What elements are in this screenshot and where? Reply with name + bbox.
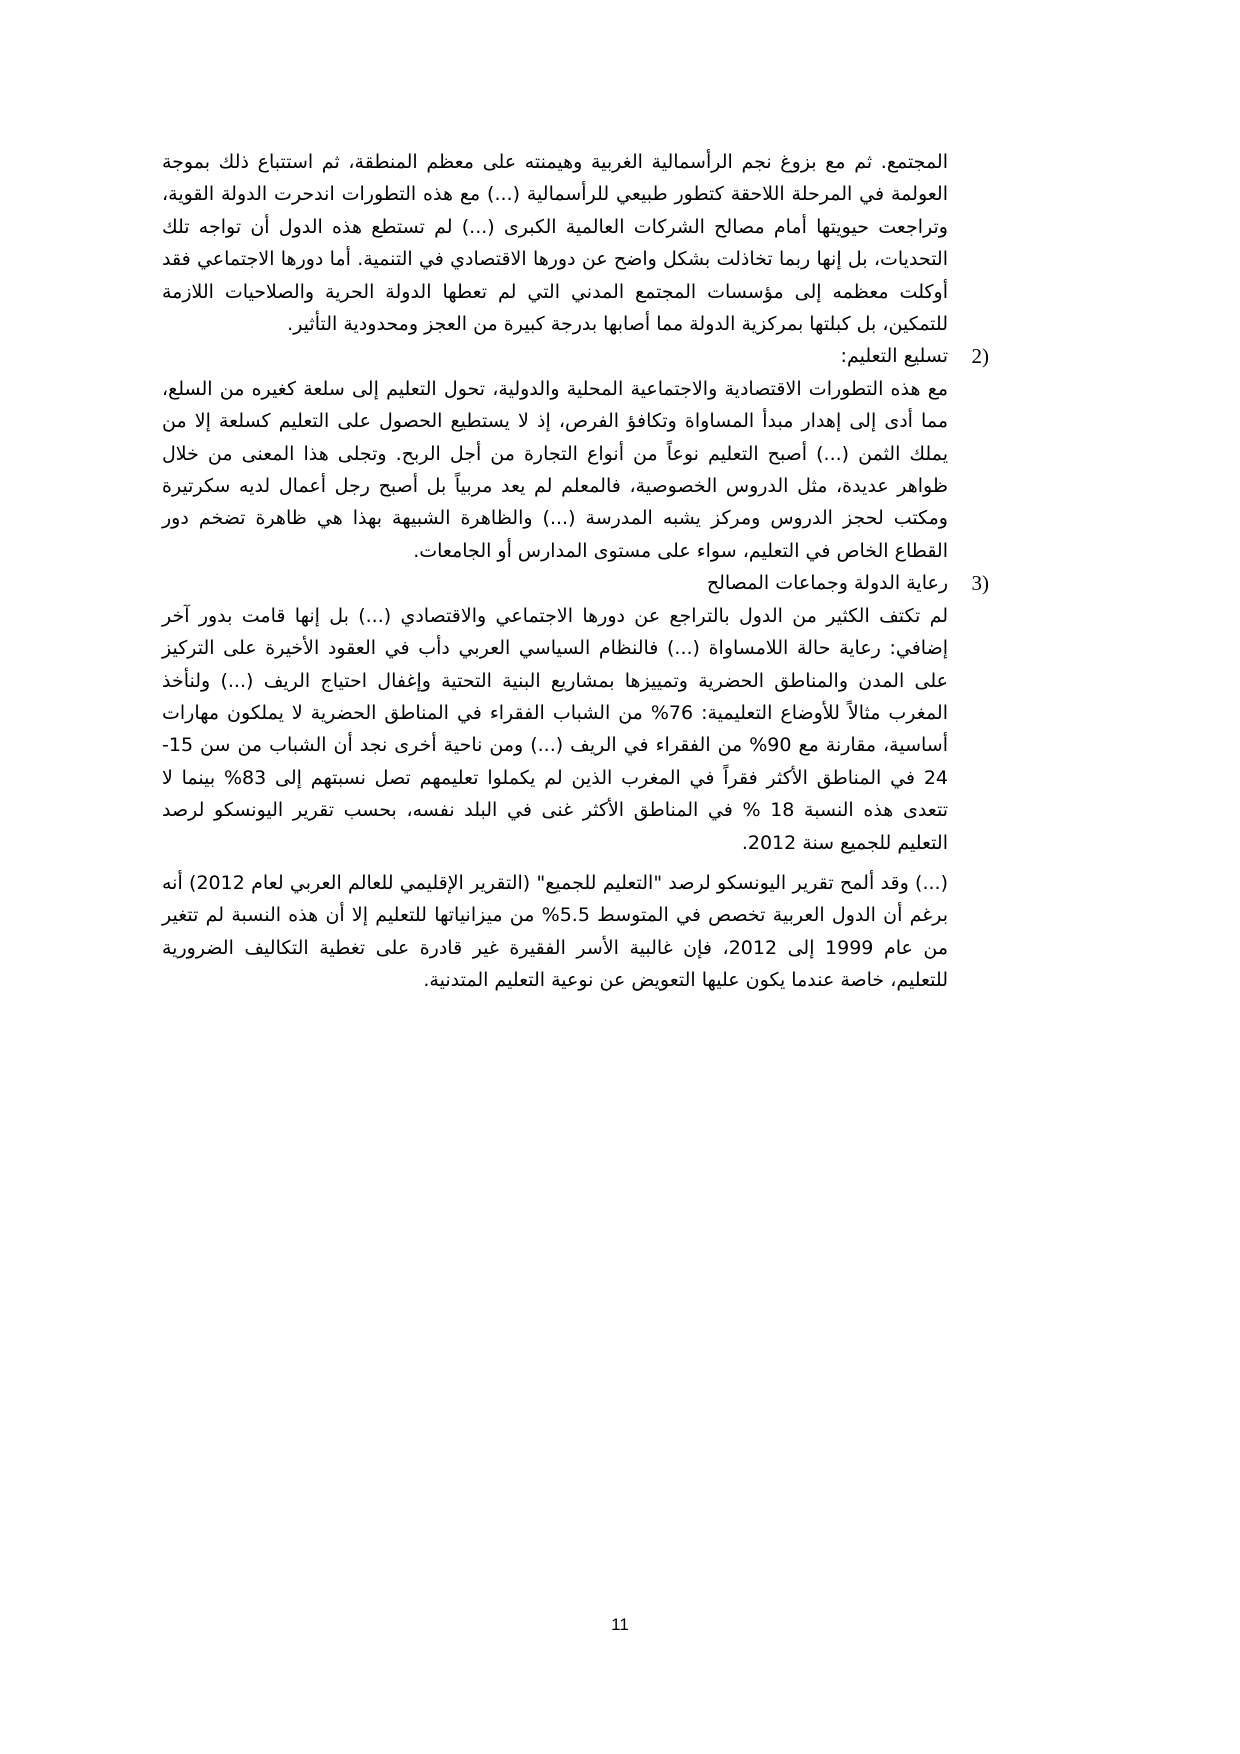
intro-paragraph: المجتمع. ثم مع بزوغ نجم الرأسمالية الغربية وهيمنته على معظم المنطقة، ثم استتباع ذلك بموجة العولمة في المرحلة اللاحقة كتطور طبيعي للرأسمالية (...) مع هذه التطورات اندحرت الدولة القوية، وتراجعت حيويتها أمام مصالح الشركات العالمية الكبرى (...) لم تستطع هذه الدول أن تواجه تلك التحديات، بل إنها ربما تخاذلت بشكل واضح عن دورها الاقتصادي في التنمية. أما دورها الاجتماعي فقد أوكلت معظمه إلى مؤسسات المجتمع المدني التي لم تعطها الدولة الحرية والصلاحيات اللازمة للتمكين، بل كبلتها بمركزية الدولة مما أصابها بدرجة كبيرة من العجز ومحدودية التأثير. [162,151,948,336]
body-paragraph: مع هذه التطورات الاقتصادية والاجتماعية المحلية والدولية، تحول التعليم إلى سلعة كغيره من السلع، مما أدى إلى إهدار مبدأ المساواة وتكافؤ الفرص، إذ لا يستطيع الحصول على التعليم كسلعة إلا من يملك الثمن (...) أصبح التعليم نوعاً من أنواع التجارة من أجل الربح. وتجلى هذا المعنى من خلال ظواهر عديدة، مثل الدروس الخصوصية، فالمعلم لم يعد مربياً بل أصبح رجل أعمال لديه سكرتيرة ومكتب لحجز الدروس ومركز يشبه المدرسة (...) والظاهرة الشبيهة بهذا هي ظاهرة تضخم دور القطاع الخاص في التعليم، سواء على مستوى المدارس أو الجامعات. [162,377,948,562]
body-paragraph: (...) وقد ألمح تقرير اليونسكو لرصد "التعليم للجميع" (التقرير الإقليمي للعالم العربي لعام 2012) أنه برغم أن الدول العربية تخصص في المتوسط 5.5% من ميزانياتها للتعليم إلا أن هذه النسبة لم تتغير من عام 1999 إلى 2012، فإن غالبية الأسر الفقيرة غير قادرة على تغطية التكاليف الضرورية للتعليم، خاصة عندما يكون عليها التعويض عن نوعية التعليم المتدنية. [162,871,949,992]
body-paragraph: لم تكتف الكثير من الدول بالتراجع عن دورها الاجتماعي والاقتصادي (...) بل إنها قامت بدور آخر إضافي: رعاية حالة اللامساواة (...) فالنظام السياسي العربي دأب في العقود الأخيرة على التركيز على المدن والمناطق الحضرية وتمييزها بمشاريع البنية التحتية وإغفال احتياج الريف (...) ولنأخذ المغرب مثالاً للأوضاع التعليمية: 76% من الشباب الفقراء في المناطق الحضرية لا يملكون مهارات أساسية، مقارنة مع 90% من الفقراء في الريف (...) ومن ناحية أخرى نجد أن الشباب من سن 15-24 في المناطق الأكثر فقراً في المغرب الذين لم يكملوا تعليمهم تصل نسبتهم إلى 83% بينما لا تتعدى هذه النسبة 18 % في المناطق الأكثر غنى في البلد نفسه، بحسب تقرير اليونسكو لرصد التعليم للجميع سنة 2012. [162,604,949,854]
list-item-title: تسليع التعليم: [840,345,948,368]
page-number: 11 [611,1615,629,1634]
list-item-number: 2) [971,344,989,369]
list-item-heading [162,340,989,372]
document-body [162,146,989,997]
list-item-heading [162,567,989,599]
list-item-number: 3) [971,571,989,596]
list-item-title: رعاية الدولة وجماعات المصالح [706,572,948,595]
